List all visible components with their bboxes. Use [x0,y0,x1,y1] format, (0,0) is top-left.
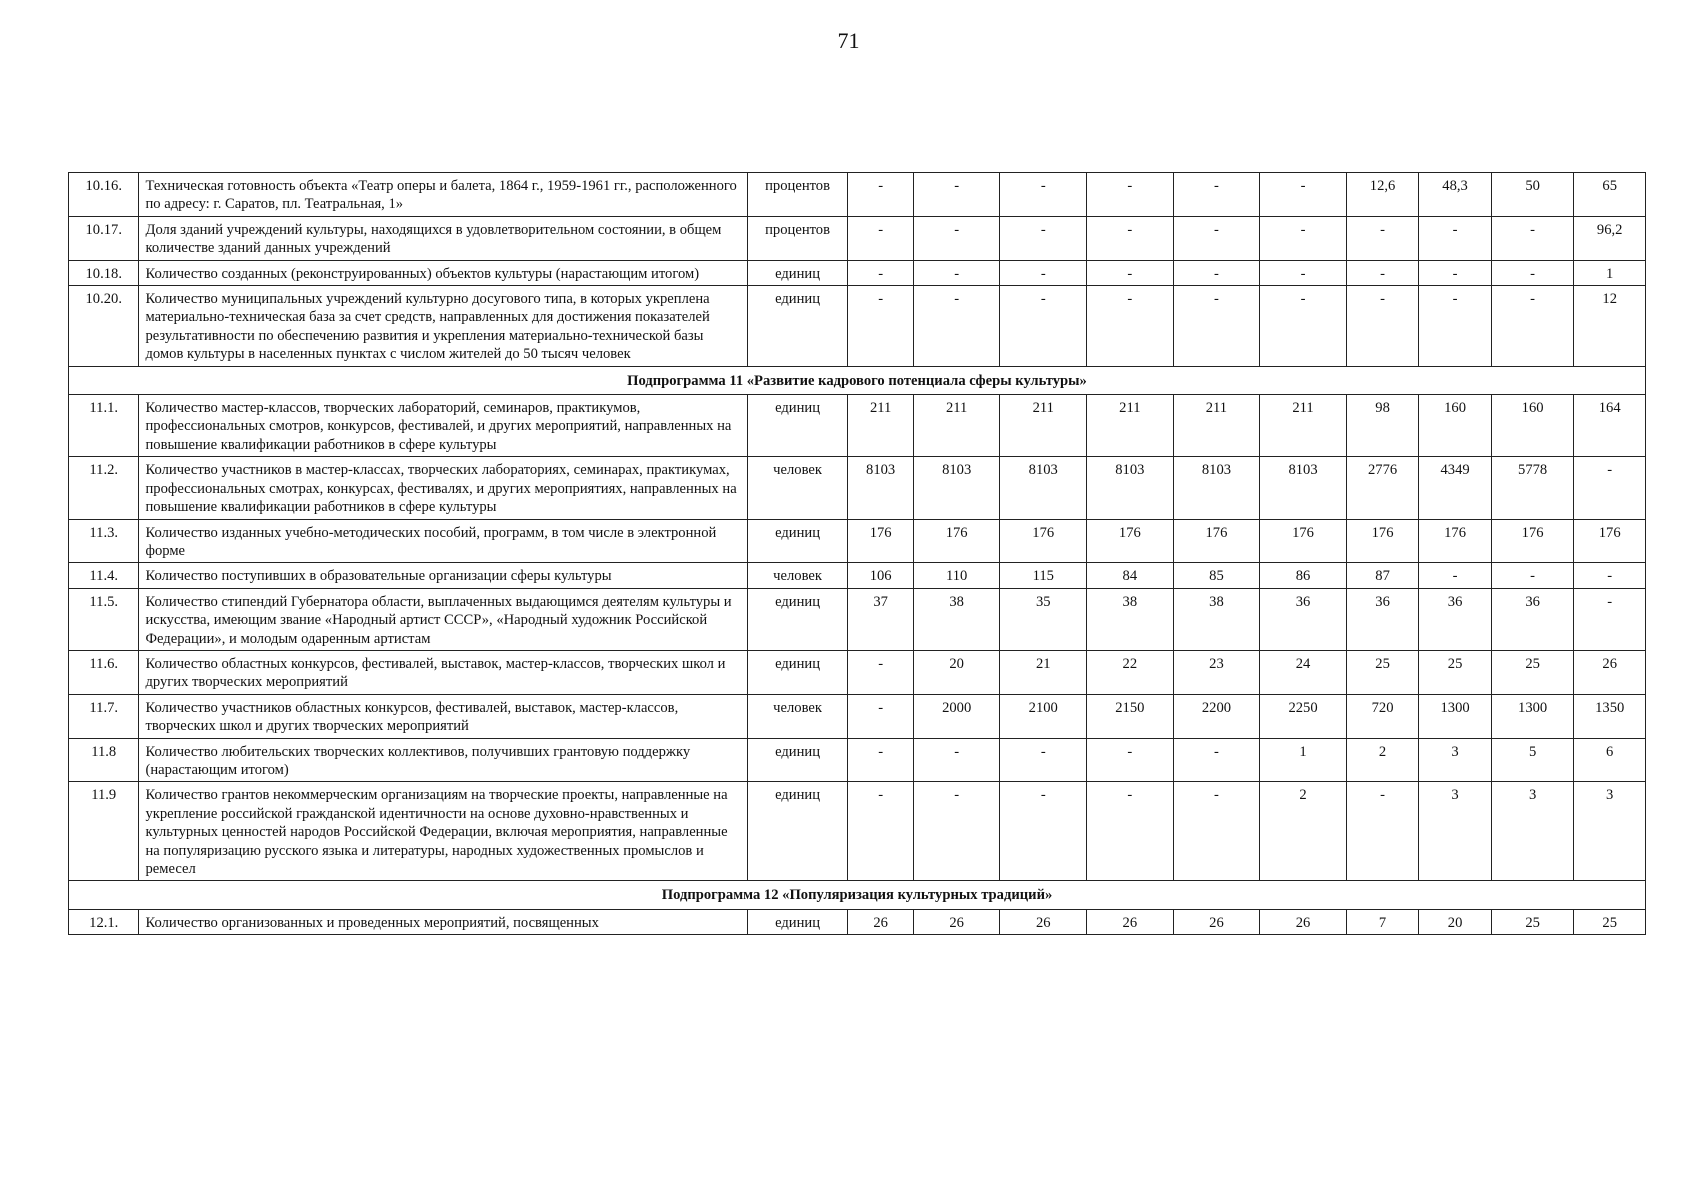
table-row [69,173,1646,217]
indicator-value: 36 [1491,588,1574,650]
indicator-value: 211 [848,395,913,457]
indicator-value: 36 [1419,588,1492,650]
indicator-value: 23 [1173,650,1260,694]
indicator-code: 10.20. [69,286,139,367]
indicator-value: 3 [1419,738,1492,782]
indicator-value: - [913,782,1000,881]
table-row [69,286,1646,367]
indicator-value: 176 [1574,519,1646,563]
indicator-value: 96,2 [1574,216,1646,260]
indicator-value: 176 [1260,519,1347,563]
indicator-unit: единиц [747,588,848,650]
indicator-value: - [848,738,913,782]
indicator-unit: единиц [747,260,848,285]
indicator-value: 176 [1000,519,1087,563]
indicator-code: 10.18. [69,260,139,285]
indicator-value: - [1087,286,1174,367]
indicator-value: - [1000,738,1087,782]
indicator-value: 176 [913,519,1000,563]
page-number: 71 [837,28,860,53]
indicator-value: 26 [1574,650,1646,694]
indicator-value: 12,6 [1346,173,1419,217]
indicator-value: 2 [1260,782,1347,881]
indicator-value: 106 [848,563,913,588]
indicator-value: 2000 [913,694,1000,738]
section-header-row [69,366,1646,394]
indicator-value: - [848,650,913,694]
indicator-value: 160 [1491,395,1574,457]
indicator-value: - [1087,216,1174,260]
indicator-value: 2200 [1173,694,1260,738]
indicator-value: 21 [1000,650,1087,694]
indicator-value: 5778 [1491,457,1574,519]
indicator-unit: процентов [747,216,848,260]
table-row [69,260,1646,285]
indicator-unit: единиц [747,650,848,694]
indicator-value: 50 [1491,173,1574,217]
indicator-value: 8103 [848,457,913,519]
indicator-name: Количество организованных и проведенных мероприятий, посвященных [139,909,747,934]
indicator-value: - [1260,260,1347,285]
indicator-value: 36 [1346,588,1419,650]
indicator-value: 3 [1574,782,1646,881]
indicator-value: 7 [1346,909,1419,934]
indicator-name: Количество муниципальных учреждений культурно досугового типа, в которых укреплена материально-техническая база за счет средств, направленных для достижения показателей результативности по обеспечению развития и укрепления материально-технической базы домов культуры в населенных пунктах с числом жителей до 50 тысяч человек [139,286,747,367]
table-row [69,395,1646,457]
indicator-name: Количество грантов некоммерческим организациям на творческие проекты, направленные на укрепление российской гражданской идентичности на основе духовно-нравственных и культурных ценностей народов Российской Федерации, включая мероприятия, направленные на популяризацию русского языка и литературы, народных художественных промыслов и ремесел [139,782,747,881]
indicator-value: 211 [913,395,1000,457]
indicator-value: 2150 [1087,694,1174,738]
indicator-value: - [913,260,1000,285]
indicator-value: 8103 [1260,457,1347,519]
table-row [69,216,1646,260]
indicator-name: Количество поступивших в образовательные организации сферы культуры [139,563,747,588]
indicator-code: 11.4. [69,563,139,588]
indicator-name: Количество стипендий Губернатора области, выплаченных выдающимся деятелям культуры и искусства, имеющим звание «Народный артист СССР», «Народный художник Российской Федерации», и молодым одаренным артистам [139,588,747,650]
indicator-value: 38 [1173,588,1260,650]
indicator-value: 176 [848,519,913,563]
indicator-code: 11.9 [69,782,139,881]
indicator-value: 3 [1491,782,1574,881]
indicator-name: Количество участников в мастер-классах, творческих лабораториях, семинарах, практикумах, профессиональных смотрах, конкурсах, фестивалях, и других мероприятиях, направленных на повышение квалификации работников в сфере культуры [139,457,747,519]
indicator-value: 25 [1491,909,1574,934]
indicator-value: 211 [1173,395,1260,457]
indicator-value: - [1574,588,1646,650]
indicator-unit: единиц [747,286,848,367]
indicator-value: - [1419,260,1492,285]
indicator-value: 3 [1419,782,1492,881]
table-row [69,694,1646,738]
indicator-value: 12 [1574,286,1646,367]
indicator-value: 22 [1087,650,1174,694]
indicator-value: - [913,173,1000,217]
indicator-unit: человек [747,694,848,738]
table-row [69,457,1646,519]
indicator-value: - [1419,216,1492,260]
indicator-value: 38 [913,588,1000,650]
indicator-value: 110 [913,563,1000,588]
indicator-value: 211 [1260,395,1347,457]
indicator-value: 26 [1087,909,1174,934]
table-row [69,519,1646,563]
indicator-value: 25 [1419,650,1492,694]
indicator-value: 176 [1346,519,1419,563]
indicator-value: - [848,216,913,260]
indicator-value: 176 [1173,519,1260,563]
indicator-value: 2250 [1260,694,1347,738]
indicator-value: 85 [1173,563,1260,588]
table-row [69,909,1646,934]
section-title: Подпрограмма 11 «Развитие кадрового потенциала сферы культуры» [69,366,1646,394]
indicator-value: 8103 [1000,457,1087,519]
indicator-value: 1300 [1419,694,1492,738]
indicator-value: - [1419,563,1492,588]
indicator-value: - [1087,260,1174,285]
indicator-value: - [913,216,1000,260]
indicator-value: - [1000,286,1087,367]
indicator-value: - [848,260,913,285]
indicator-value: - [1574,457,1646,519]
indicator-code: 10.16. [69,173,139,217]
indicator-value: - [1173,286,1260,367]
indicator-code: 11.1. [69,395,139,457]
table-row [69,588,1646,650]
indicator-value: - [1491,286,1574,367]
indicator-value: 48,3 [1419,173,1492,217]
indicator-name: Доля зданий учреждений культуры, находящихся в удовлетворительном состоянии, в общем количестве зданий данных учреждений [139,216,747,260]
indicator-value: 1300 [1491,694,1574,738]
indicator-value: 26 [1000,909,1087,934]
indicator-value: - [1173,173,1260,217]
table-row [69,650,1646,694]
indicator-value: 160 [1419,395,1492,457]
indicator-value: 2 [1346,738,1419,782]
indicator-name: Количество любительских творческих коллективов, получивших грантовую поддержку (нарастающим итогом) [139,738,747,782]
indicator-unit: человек [747,563,848,588]
indicator-value: 98 [1346,395,1419,457]
indicator-value: 24 [1260,650,1347,694]
indicator-value: 176 [1419,519,1492,563]
indicator-value: 115 [1000,563,1087,588]
section-header-row [69,881,1646,909]
indicator-name: Количество участников областных конкурсов, фестивалей, выставок, мастер-классов, творческих школ и других творческих мероприятий [139,694,747,738]
indicator-value: - [913,286,1000,367]
indicator-code: 11.6. [69,650,139,694]
indicator-value: 26 [913,909,1000,934]
indicator-value: 1 [1260,738,1347,782]
indicator-value: 38 [1087,588,1174,650]
indicator-value: - [1087,738,1174,782]
indicator-value: - [1346,286,1419,367]
indicators-table [68,172,1646,935]
indicator-value: - [1346,260,1419,285]
indicator-value: 2100 [1000,694,1087,738]
indicator-value: 211 [1000,395,1087,457]
indicator-value: 8103 [1173,457,1260,519]
indicator-value: 37 [848,588,913,650]
indicator-value: - [1173,216,1260,260]
table-body [69,173,1646,935]
table-row [69,738,1646,782]
indicator-value: 36 [1260,588,1347,650]
indicator-value: 25 [1346,650,1419,694]
indicator-value: 6 [1574,738,1646,782]
indicator-code: 11.2. [69,457,139,519]
indicator-value: - [1491,260,1574,285]
indicator-value: 5 [1491,738,1574,782]
indicator-unit: человек [747,457,848,519]
indicator-unit: единиц [747,909,848,934]
indicator-value: 720 [1346,694,1419,738]
indicator-value: - [1260,286,1347,367]
indicator-unit: единиц [747,738,848,782]
indicator-value: 25 [1491,650,1574,694]
indicator-value: 164 [1574,395,1646,457]
indicator-value: - [1087,173,1174,217]
indicator-value: - [1260,216,1347,260]
indicator-value: - [1000,782,1087,881]
table-row [69,782,1646,881]
indicator-value: - [1491,563,1574,588]
indicator-value: - [1087,782,1174,881]
indicator-value: - [1346,216,1419,260]
indicator-value: 84 [1087,563,1174,588]
indicator-code: 10.17. [69,216,139,260]
indicator-value: 20 [913,650,1000,694]
indicator-value: - [1173,738,1260,782]
indicator-value: 4349 [1419,457,1492,519]
indicator-value: - [1346,782,1419,881]
indicator-code: 12.1. [69,909,139,934]
indicator-name: Количество созданных (реконструированных) объектов культуры (нарастающим итогом) [139,260,747,285]
indicator-value: 8103 [1087,457,1174,519]
indicator-unit: единиц [747,519,848,563]
indicator-value: 26 [848,909,913,934]
indicator-value: - [1574,563,1646,588]
indicator-value: 2776 [1346,457,1419,519]
section-title: Подпрограмма 12 «Популяризация культурных традиций» [69,881,1646,909]
indicator-value: 211 [1087,395,1174,457]
indicator-value: 26 [1260,909,1347,934]
indicator-code: 11.5. [69,588,139,650]
indicator-value: - [1260,173,1347,217]
table-row [69,563,1646,588]
indicator-value: - [1419,286,1492,367]
indicator-value: 86 [1260,563,1347,588]
indicator-name: Количество областных конкурсов, фестивалей, выставок, мастер-классов, творческих школ и других творческих мероприятий [139,650,747,694]
indicator-value: 25 [1574,909,1646,934]
indicator-value: - [913,738,1000,782]
indicator-value: - [1000,260,1087,285]
indicator-value: 176 [1087,519,1174,563]
indicator-name: Техническая готовность объекта «Театр оперы и балета, 1864 г., 1959-1961 гг., расположенного по адресу: г. Саратов, пл. Театральная, 1» [139,173,747,217]
indicator-value: - [1173,260,1260,285]
indicator-value: 87 [1346,563,1419,588]
indicator-value: - [1491,216,1574,260]
indicator-code: 11.7. [69,694,139,738]
indicator-value: 26 [1173,909,1260,934]
indicator-value: - [848,782,913,881]
indicator-value: 176 [1491,519,1574,563]
indicator-value: - [1173,782,1260,881]
indicator-unit: процентов [747,173,848,217]
indicator-name: Количество мастер-классов, творческих лабораторий, семинаров, практикумов, профессиональных смотров, конкурсов, фестивалей, и других мероприятий, направленных на повышение квалификации работников в сфере культуры [139,395,747,457]
indicator-unit: единиц [747,395,848,457]
indicator-code: 11.3. [69,519,139,563]
indicator-value: 1350 [1574,694,1646,738]
indicator-code: 11.8 [69,738,139,782]
indicator-value: - [848,173,913,217]
indicator-value: - [1000,216,1087,260]
indicator-value: 1 [1574,260,1646,285]
indicator-value: 8103 [913,457,1000,519]
indicator-name: Количество изданных учебно-методических пособий, программ, в том числе в электронной форме [139,519,747,563]
indicator-value: 65 [1574,173,1646,217]
indicator-value: - [1000,173,1087,217]
indicator-unit: единиц [747,782,848,881]
indicator-value: - [848,694,913,738]
indicator-value: - [848,286,913,367]
indicator-value: 35 [1000,588,1087,650]
indicator-value: 20 [1419,909,1492,934]
